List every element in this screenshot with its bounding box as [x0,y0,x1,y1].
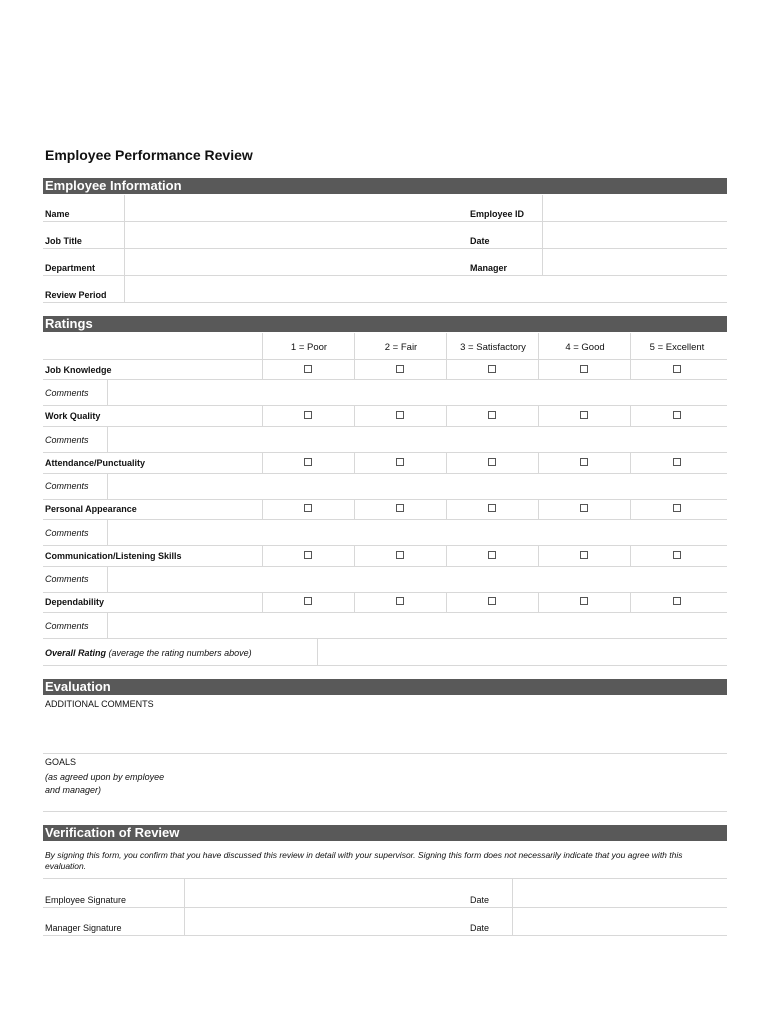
rating-checkbox-satisfactory[interactable] [488,411,496,419]
comments-label: Comments [45,481,89,491]
employee-date-label: Date [470,895,490,905]
divider [630,333,631,379]
category-label: Communication/Listening Skills [45,551,182,561]
category-label: Attendance/Punctuality [45,458,146,468]
category-label: Dependability [45,597,105,607]
divider [630,500,631,520]
rating-checkbox-poor[interactable] [304,504,312,512]
overall-rating-title: Overall Rating [45,648,107,658]
additional-comments-field[interactable] [43,711,727,752]
goals-note-line1: (as agreed upon by employee [45,772,165,782]
divider [262,500,263,520]
divider [262,593,263,613]
goals-label: GOALS [45,757,77,767]
name-label: Name [45,209,70,219]
divider [43,248,727,249]
category-label: Work Quality [45,411,101,421]
additional-comments-label: ADDITIONAL COMMENTS [45,699,154,709]
rating-checkbox-good[interactable] [580,597,588,605]
divider [630,406,631,426]
job-title-field[interactable] [125,222,465,248]
verification-header: Verification of Review [43,825,727,841]
employee-signature-label: Employee Signature [45,895,127,905]
rating-checkbox-poor[interactable] [304,458,312,466]
rating-checkbox-satisfactory[interactable] [488,551,496,559]
document-title: Employee Performance Review [45,147,253,163]
manager-signature-field[interactable] [185,908,465,935]
date-label: Date [470,236,490,246]
goals-note-line2: and manager) [45,785,102,795]
divider [43,499,727,500]
comments-field[interactable] [108,520,727,545]
rating-checkbox-fair[interactable] [396,365,404,373]
divider [446,453,447,473]
category-label: Personal Appearance [45,504,137,514]
ratings-header: Ratings [43,316,727,332]
divider [630,546,631,566]
divider [538,406,539,426]
rating-checkbox-poor[interactable] [304,551,312,559]
scale-label-satisfactory: 3 = Satisfactory [460,342,526,353]
employee-id-field[interactable] [543,195,727,221]
divider [262,453,263,473]
rating-checkbox-excellent[interactable] [673,551,681,559]
divider [43,452,727,453]
divider [354,500,355,520]
divider [43,935,727,936]
comments-label: Comments [45,388,89,398]
employee-id-label: Employee ID [470,209,525,219]
rating-checkbox-excellent[interactable] [673,365,681,373]
scale-label-poor: 1 = Poor [290,342,328,353]
divider [538,546,539,566]
manager-date-label: Date [470,923,490,933]
job-title-label: Job Title [45,236,82,246]
rating-checkbox-poor[interactable] [304,411,312,419]
rating-checkbox-good[interactable] [580,458,588,466]
divider [354,453,355,473]
divider [124,195,125,302]
rating-checkbox-excellent[interactable] [673,411,681,419]
divider [446,333,447,379]
comments-label: Comments [45,528,89,538]
manager-label: Manager [470,263,508,273]
comments-field[interactable] [108,380,727,405]
divider [262,406,263,426]
manager-field[interactable] [543,249,727,275]
name-field[interactable] [125,195,465,221]
divider [512,879,513,935]
scale-label-fair: 2 = Fair [384,342,418,353]
goals-field[interactable] [190,754,727,810]
scale-label-good: 4 = Good [565,342,605,353]
divider [43,665,727,666]
scale-label-excellent: 5 = Excellent [649,342,705,353]
rating-checkbox-fair[interactable] [396,411,404,419]
verification-statement: By signing this form, you confirm that you have discussed this review in detail with your supervisor. Signing this form does not necessarily indicate that you agree with this evaluation. [45,850,683,871]
rating-checkbox-fair[interactable] [396,458,404,466]
rating-checkbox-good[interactable] [580,411,588,419]
rating-checkbox-excellent[interactable] [673,504,681,512]
divider [43,275,727,276]
manager-date-field[interactable] [513,908,727,935]
comments-field[interactable] [108,474,727,499]
rating-checkbox-poor[interactable] [304,365,312,373]
employee-date-field[interactable] [513,879,727,907]
rating-checkbox-fair[interactable] [396,504,404,512]
employee-information-header: Employee Information [43,178,727,194]
comments-label: Comments [45,621,89,631]
review-period-label: Review Period [45,290,107,300]
comments-field[interactable] [108,613,727,638]
divider [542,195,543,275]
rating-checkbox-fair[interactable] [396,551,404,559]
employee-signature-field[interactable] [185,879,465,907]
divider [43,359,727,360]
divider [43,592,727,593]
divider [354,593,355,613]
divider [630,593,631,613]
rating-checkbox-excellent[interactable] [673,458,681,466]
divider [446,546,447,566]
divider [262,333,263,379]
department-label: Department [45,263,96,273]
divider [446,500,447,520]
divider [446,593,447,613]
evaluation-header: Evaluation [43,679,727,695]
divider [538,453,539,473]
divider [446,406,447,426]
rating-checkbox-satisfactory[interactable] [488,458,496,466]
category-label: Job Knowledge [45,365,112,375]
divider [538,500,539,520]
comments-label: Comments [45,435,89,445]
divider [43,302,727,303]
rating-checkbox-satisfactory[interactable] [488,597,496,605]
rating-checkbox-good[interactable] [580,504,588,512]
divider [262,546,263,566]
rating-checkbox-satisfactory[interactable] [488,504,496,512]
divider [630,453,631,473]
divider [43,221,727,222]
comments-field[interactable] [108,567,727,592]
rating-checkbox-poor[interactable] [304,597,312,605]
manager-signature-label: Manager Signature [45,923,122,933]
divider [43,811,727,812]
rating-checkbox-excellent[interactable] [673,597,681,605]
comments-field[interactable] [108,427,727,452]
divider [354,406,355,426]
divider [538,593,539,613]
overall-rating-label [45,648,252,658]
review-period-field[interactable] [125,276,727,302]
date-field[interactable] [543,222,727,248]
divider [354,546,355,566]
divider [354,333,355,379]
overall-rating-field[interactable] [318,639,727,665]
rating-checkbox-good[interactable] [580,551,588,559]
department-field[interactable] [125,249,465,275]
rating-checkbox-fair[interactable] [396,597,404,605]
divider [43,405,727,406]
divider [184,879,185,935]
divider [43,545,727,546]
rating-checkbox-satisfactory[interactable] [488,365,496,373]
comments-label: Comments [45,574,89,584]
overall-rating-note: (average the rating numbers above) [108,648,252,658]
divider [538,333,539,379]
rating-checkbox-good[interactable] [580,365,588,373]
